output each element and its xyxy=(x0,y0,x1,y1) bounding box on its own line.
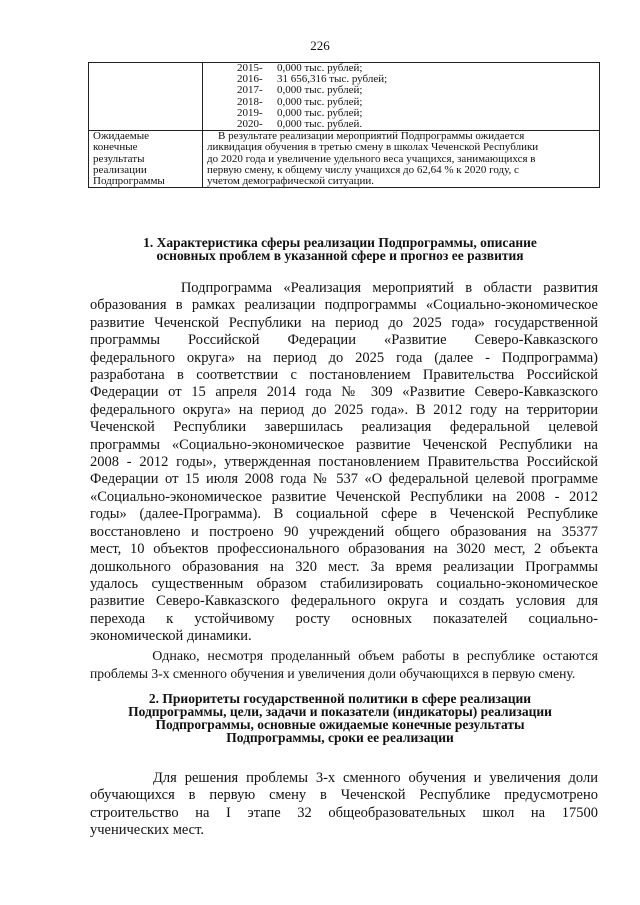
amount-value: 0,000 тыс. рублей; xyxy=(277,62,363,74)
list-item xyxy=(207,63,595,74)
text-line: образования в рамках реализации подпрограммы «Социально-экономическое xyxy=(90,297,598,314)
text-line: годы» (далее-Программа). В социальной сфере в Чеченской Республике xyxy=(90,506,598,523)
title-line: Подпрограммы, цели, задачи и показатели (индикаторы) реализации xyxy=(128,704,552,719)
amount-value: 0,000 тыс. рублей; xyxy=(277,106,363,119)
label-line: результаты xyxy=(93,152,145,165)
text-line: программы «Социально-экономическое развитие Чеченской Республики на xyxy=(90,436,598,453)
label-line: Ожидаемые xyxy=(93,130,150,143)
section-1-paragraph-2 xyxy=(90,648,598,683)
text-line: программы Российской Федерации «Развитие Северо-Кавказского xyxy=(90,332,598,349)
funding-table xyxy=(88,62,600,188)
text-line: строительство на I этапе 32 общеобразовательных школ на 17500 xyxy=(90,804,598,821)
text-line: обучающихся в первую смену в Чеченской Республике предусмотрено xyxy=(90,787,598,804)
text-line: «Социально-экономическое развитие Чеченской Республики на 2008 - 2012 xyxy=(90,488,598,505)
text-line: первую смену, к общему числу учащихся до 62,64 % к 2020 году, с xyxy=(207,163,519,176)
text-line: В результате реализации мероприятий Подпрограммы ожидается xyxy=(207,130,525,143)
amount-value: 0,000 тыс. рублей; xyxy=(277,95,363,108)
year-label: 2015- xyxy=(237,62,263,74)
funding-years-cell xyxy=(203,63,600,131)
label-line: конечные xyxy=(93,141,138,154)
title-line: 2. Приоритеты государственной политики в сфере реализации xyxy=(148,691,532,706)
funding-label-cell xyxy=(89,63,203,131)
section-1-title xyxy=(90,236,590,262)
text-line: проблемы 3-х сменного обучения и увеличения доли обучающихся в первую смену. xyxy=(90,666,576,682)
text-line: учетом демографической ситуации. xyxy=(207,175,374,188)
title-line: Подпрограммы, основные ожидаемые конечные результаты xyxy=(155,717,525,732)
list-item xyxy=(207,74,595,85)
text-line: до 2020 года и увеличение удельного веса учащихся, занимающихся в xyxy=(207,152,536,165)
text-line: экономической динамики. xyxy=(90,628,252,645)
expected-results-label xyxy=(89,131,203,188)
text-line: федерального округа» на период до 2025 года». В 2012 году на территории xyxy=(90,401,598,418)
text-line: Подпрограмма «Реализация мероприятий в области развития xyxy=(90,280,598,296)
text-line: 2008 - 2012 годы», утвержденная постановлением Правительства Российской xyxy=(90,454,598,471)
table-row-funding xyxy=(89,63,600,131)
amount-value: 0,000 тыс. рублей. xyxy=(277,118,363,131)
expected-results-text xyxy=(203,131,600,188)
section-2-paragraph xyxy=(90,770,598,840)
list-item xyxy=(207,97,595,108)
year-label: 2016- xyxy=(237,73,263,86)
year-label: 2020- xyxy=(237,118,263,131)
title-line: Подпрограммы, сроки ее реализации xyxy=(226,730,454,745)
page-number: 226 xyxy=(310,38,330,53)
title-line: 1. Характеристика сферы реализации Подпрограммы, описание xyxy=(143,235,537,250)
year-label: 2017- xyxy=(237,84,263,97)
text-line: мест, 10 объектов профессионального образования на 3020 мест, 2 объекта xyxy=(90,541,598,558)
amount-value: 31 656,316 тыс. рублей; xyxy=(277,73,388,86)
table-row-expected xyxy=(89,131,600,188)
text-line: Однако, несмотря проделанный объем работы в республике остаются xyxy=(90,649,598,664)
list-item xyxy=(207,119,595,130)
text-line: разработана в соответствии с постановлением Правительства Российской xyxy=(90,367,598,384)
text-line: Для решения проблемы 3-х сменного обучения и увеличения доли xyxy=(90,770,598,786)
list-item xyxy=(207,108,595,119)
label-line: реализации xyxy=(93,163,147,176)
text-line: Федерации от 15 апреля 2014 года № 309 «Развитие Северо-Кавказского xyxy=(90,384,598,401)
text-line: ликвидация обучения в третью смену в школах Чеченской Республики xyxy=(207,141,539,154)
amount-value: 0,000 тыс. рублей; xyxy=(277,84,363,97)
list-item xyxy=(207,85,595,96)
text-line: федерального округа» на период до 2025 года (далее - Подпрограмма) xyxy=(90,349,598,366)
text-line: перехода к устойчивому росту основных показателей социально- xyxy=(90,610,598,627)
text-line: восстановлено и построено 90 учреждений общего образования на 35377 xyxy=(90,523,598,540)
year-label: 2018- xyxy=(237,95,263,108)
title-line: основных проблем в указанной сфере и прогноз ее развития xyxy=(156,248,524,263)
text-line: дошкольного образования на 320 мест. За время реализации Программы xyxy=(90,558,598,575)
section-1-paragraph-1 xyxy=(90,280,598,646)
text-line: удалось существенным образом стабилизировать социально-экономическое xyxy=(90,575,598,592)
text-line: Чеченской Республики завершилась реализация федеральной целевой xyxy=(90,419,598,436)
year-label: 2019- xyxy=(237,106,263,119)
text-line: развитие Чеченской Республики на период до 2025 года» государственной xyxy=(90,314,598,331)
text-line: ученических мест. xyxy=(90,822,204,839)
text-line: Федерации от 15 июля 2008 года № 537 «О федеральной целевой программе xyxy=(90,471,598,488)
section-2-title xyxy=(90,692,590,744)
text-line: развитие Северо-Кавказского федерального округа и создать условия для xyxy=(90,593,598,610)
label-line: Подпрограммы xyxy=(93,175,165,188)
